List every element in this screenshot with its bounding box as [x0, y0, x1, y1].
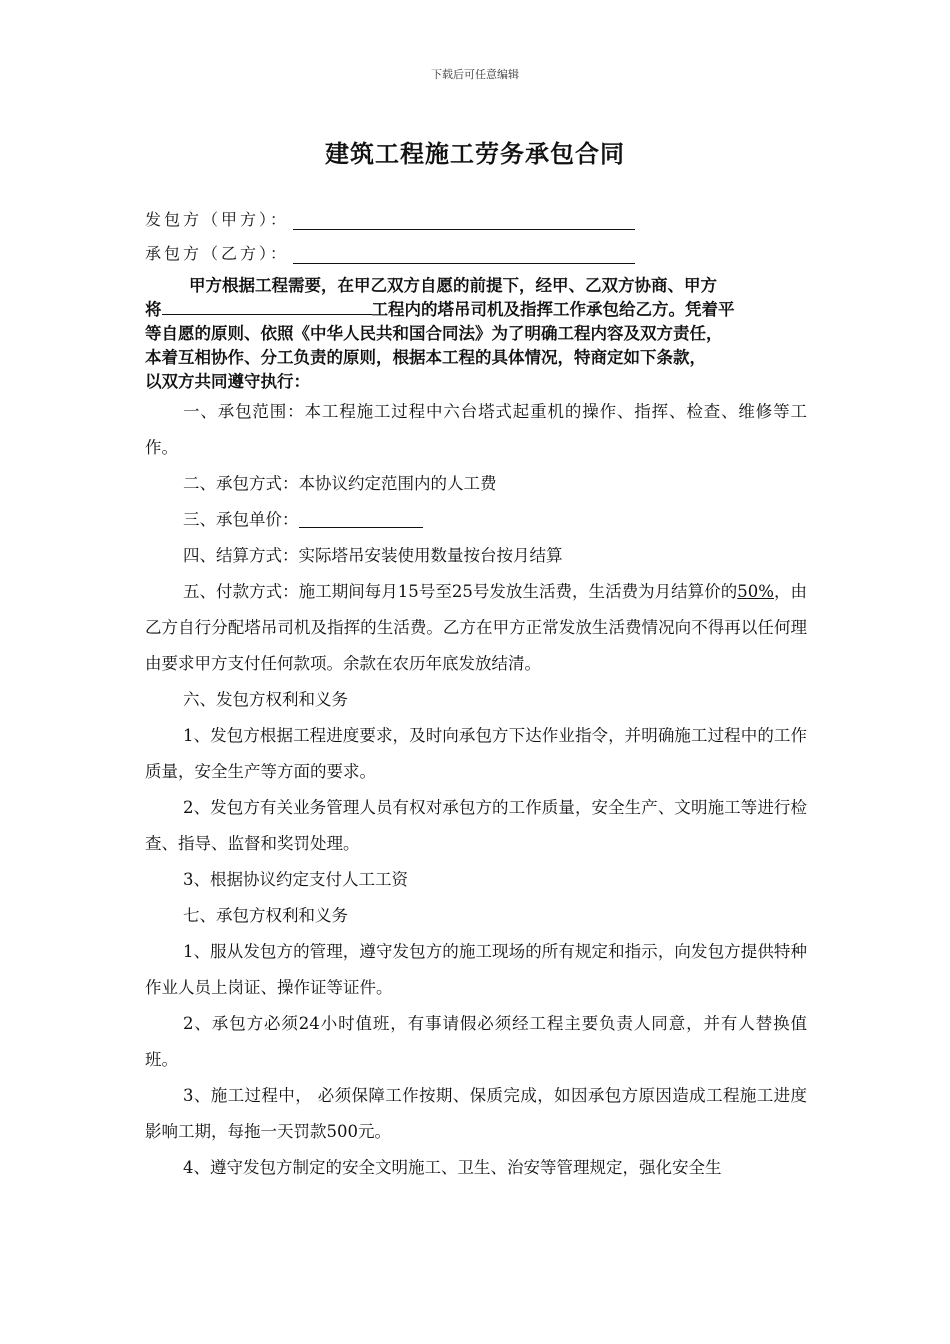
clause-7-4: 4、遵守发包方制定的安全文明施工、卫生、治安等管理规定，强化安全生: [183, 1158, 722, 1177]
clause-7-3: 3、施工过程中， 必须保障工作按期、保质完成，如因承包方原因造成工程施工进度影响工期，每拖一天罚款500元。: [145, 1086, 807, 1141]
header-note: 下载后可任意编辑: [431, 68, 519, 81]
clause-2: 二、承包方式：本协议约定范围内的人工费: [183, 474, 497, 493]
clause-7-heading: 七、承包方权利和义务: [183, 906, 348, 925]
clause-6-2: 2、发包方有关业务管理人员有权对承包方的工作质量，安全生产、文明施工等进行检查、指导、监督和奖罚处理。: [145, 798, 807, 853]
clause-7-1: 1、服从发包方的管理，遵守发包方的施工现场的所有规定和指示，向发包方提供特种作业人员上岗证、操作证等证件。: [145, 942, 807, 997]
party-a-line: [145, 207, 635, 230]
clause-6-heading: 六、发包方权利和义务: [183, 690, 348, 709]
contract-title: 建筑工程施工劳务承包合同: [325, 140, 625, 168]
intro-line-2: [145, 298, 813, 322]
party-b-line: [145, 241, 635, 264]
clause-1: 一、承包范围：本工程施工过程中六台塔式起重机的操作、指挥、检查、维修等工作。: [145, 402, 807, 457]
clause-7-2: 2、承包方必须24小时值班，有事请假必须经工程主要负责人同意，并有人替换值班。: [145, 1014, 807, 1069]
intro-line-2-pre: 将: [145, 300, 162, 319]
party-b-label: 承包方（乙方）：: [145, 244, 290, 263]
party-a-blank: [293, 211, 635, 230]
clause-3-text: 三、承包单价：: [183, 510, 299, 529]
party-b-blank: [293, 245, 635, 264]
contract-body: [145, 394, 807, 1186]
party-a-label: 发包方（甲方）：: [145, 210, 290, 229]
intro-line-3: 等自愿的原则、依照《中华人民共和国合同法》为了明确工程内容及双方责任，: [145, 324, 723, 343]
intro-paragraph: [145, 274, 813, 394]
intro-line-4: 本着互相协作、分工负责的原则，根据本工程的具体情况，特商定如下条款，: [145, 348, 706, 367]
clause-4: 四、结算方式：实际塔吊安装使用数量按台按月结算: [183, 546, 563, 565]
clause-5-pre: 五、付款方式：施工期间每月15号至25号发放生活费，生活费为月结算价的: [183, 582, 738, 601]
intro-line-5: 以双方共同遵守执行：: [145, 372, 310, 391]
intro-line-2-post: 工程内的塔吊司机及指挥工作承包给乙方。凭着平: [371, 300, 735, 319]
project-name-blank: [162, 298, 372, 315]
clause-6-1: 1、发包方根据工程进度要求，及时向承包方下达作业指令，并明确施工过程中的工作质量，安全生产等方面的要求。: [145, 726, 807, 781]
clause-3: [145, 502, 807, 538]
intro-line-1: 甲方根据工程需要，在甲乙双方自愿的前提下，经甲、乙双方协商、甲方: [189, 276, 717, 295]
clause-5: [145, 574, 807, 682]
clause-5-percent: 50%: [737, 582, 774, 601]
clause-6-3: 3、根据协议约定支付人工工资: [183, 870, 408, 889]
unit-price-blank: [299, 509, 423, 528]
clause-5-post: ，由乙方自行分配塔吊司机及指挥的生活费。乙方在甲方正常发放生活费情况向不得再以任何理由要求甲方支付任何款项。余款在农历年底发放结清。: [145, 582, 807, 673]
